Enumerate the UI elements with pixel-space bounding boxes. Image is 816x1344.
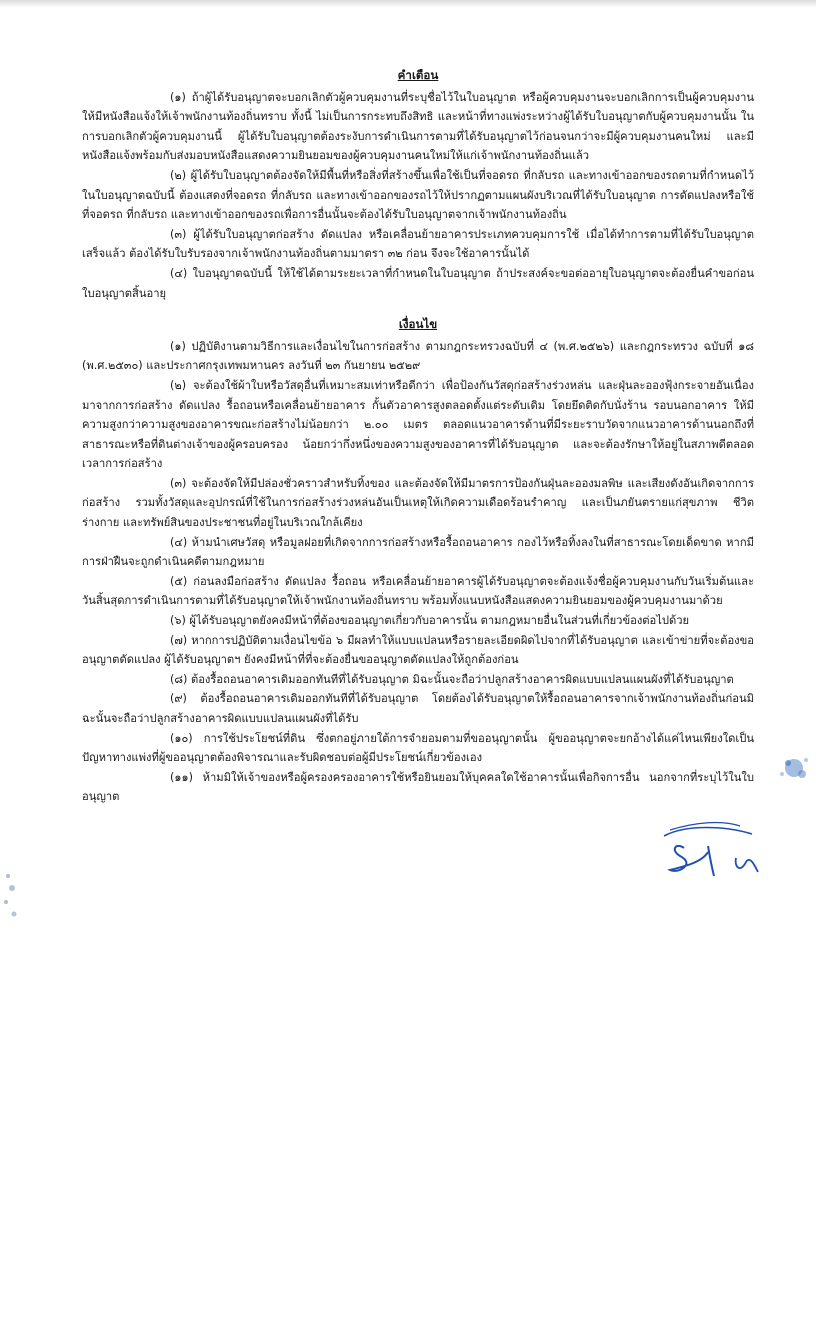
condition-item: (๖) ผู้ได้รับอนุญาตยังคงมีหน้าที่ต้องขออนุญาตเกี่ยวกับอาคารนั้น ตามกฎหมายอื่นในส่วนที่เกี่ยวข้องต่อไปด้วย [170,614,690,628]
condition-item: (๑๑) ห้ามมิให้เจ้าของหรือผู้ครองครองอาคารใช้หรือยินยอมให้บุคคลใดใช้อาคารนั้นเพื่อกิจการอื่น นอกจากที่ระบุไว้ในใบอนุญาต [82,770,754,804]
condition-item: (๑๐) การใช้ประโยชน์ที่ดิน ซึ่งตกอยู่ภายใต้การจำยอมตามที่ขออนุญาตนั้น ผู้ขออนุญาตจะยกอ้างได้แค่ไหนเพียงใดเป็นปัญหาทางแพ่งที่ผู้ขออนุญาตต้องพิจารณาและรับผิดชอบต่อผู้มีประโยชน์เกี่ยวข้องเอง [82,731,755,765]
conditions-heading: เงื่อนไข [398,317,438,332]
condition-item: (๒) จะต้องใช้ผ้าใบหรือวัสดุอื่นที่เหมาะสมเท่าหรือดีกว่า เพื่อป้องกันวัสดุก่อสร้างร่วงหล่น และฝุ่นละอองฟุ้งกระจายอันเนื่องมาจากการก่อสร้าง ดัดแปลง รื้อถอนหรือเคลื่อนย้ายอาคาร กั้นตัวอาคารสูงตลอดตั้งแต่ระดับเดิม โดยยึดติดกับนั่งร้าน รอบนอกอาคาร ให้มีความสูงกว่าความสูงของอาคารขณะก่อสร้างไม่น้อยกว่า ๒.๐๐ เมตร ตลอดแนวอาคารด้านที่มีระยะราบวัดจากแนวอาคารด้านนอกถึงที่สาธารณะหรือที่ดินต่างเจ้าของผู้ครอบครอง น้อยกว่ากึ่งหนึ่งของความสูงของอาคารที่ได้รับอนุญาต และจะต้องรักษาให้อยู่ในสภาพดีตลอดเวลาการก่อสร้าง [82,378,754,471]
condition-item: (๕) ก่อนลงมือก่อสร้าง ดัดแปลง รื้อถอน หรือเคลื่อนย้ายอาคารผู้ได้รับอนุญาตจะต้องแจ้งชื่อผู้ควบคุมงานกับวันเริ่มต้นและวันสิ้นสุดการดำเนินการตามที่ได้รับอนุญาตให้เจ้าพนักงานท้องถิ่นทราบ พร้อมทั้งแนบหนังสือแสดงความยินยอมของผู้ควบคุมงานมาด้วย [82,574,754,608]
condition-item: (๓) จะต้องจัดให้มีปล่องชั่วคราวสำหรับทิ้งของ และต้องจัดให้มีมาตรการป้องกันฝุ่นละอองมลพิษ และเสียงดังอันเกิดจากการก่อสร้าง รวมทั้งวัสดุและอุปกรณ์ที่ใช้ในการก่อสร้างร่วงหล่นอันเป็นเหตุให้เกิดความเดือดร้อนรำคาญ และเป็นภยันตรายแก่สุขภาพ ชีวิต ร่างกาย และทรัพย์สินของประชาชนที่อยู่ในบริเวณใกล้เคียง [82,476,754,530]
warning-item: (๒) ผู้ได้รับใบอนุญาตต้องจัดให้มีพื้นที่หรือสิ่งที่สร้างขึ้นเพื่อใช้เป็นที่จอดรถ ที่กลับรถ และทางเข้าออกของรถตามที่กำหนดไว้ในใบอนุญาตฉบับนี้ ต้องแสดงที่จอดรถ ที่กลับรถ และทางเข้าออกของรถไว้ให้ปรากฏตามแผนผังบริเวณที่ได้รับใบอนุญาต การดัดแปลงหรือใช้ที่จอดรถ ที่กลับรถ และทางเข้าออกของรถเพื่อการอื่นนั้นจะต้องได้รับใบอนุญาตจากเจ้าพนักงานท้องถิ่น [82,168,754,222]
conditions-list [82,337,754,807]
scan-ink-stain [770,748,816,792]
condition-item: (๙) ต้องรื้อถอนอาคารเดิมออกทันทีที่ได้รับอนุญาต โดยต้องได้รับอนุญาตให้รื้อถอนอาคารจากเจ้าพนักงานท้องถิ่นก่อนมิฉะนั้นจะถือว่าปลูกสร้างอาคารผิดแบบแปลนแผนผังที่ได้รับ [82,692,755,725]
condition-item: (๗) หากการปฏิบัติตามเงื่อนไขข้อ ๖ มีผลทำให้แบบแปลนหรือรายละเอียดผิดไปจากที่ได้รับอนุญาต และเข้าข่ายที่จะต้องขออนุญาตดัดแปลง ผู้ได้รับอนุญาตฯ ยังคงมีหน้าที่ที่จะต้องยื่นขออนุญาตดัดแปลงให้ถูกต้องก่อน [82,633,754,667]
condition-item: (๑) ปฏิบัติงานตามวิธีการและเงื่อนไขในการก่อสร้าง ตามกฎกระทรวงฉบับที่ ๔ (พ.ศ.๒๕๒๖) และกฎกระทรวง ฉบับที่ ๑๘ (พ.ศ.๒๕๓๐) และประกาศกรุงเทพมหานคร ลงวันที่ ๒๓ กันยายน ๒๕๒๙ [82,339,754,373]
condition-item: (๘) ต้องรื้อถอนอาคารเดิมออกทันทีที่ได้รับอนุญาต มิฉะนั้นจะถือว่าปลูกสร้างอาคารผิดแบบแปลนแผนผังที่ได้รับอนุญาต [170,672,734,686]
warning-item: (๔) ใบอนุญาตฉบับนี้ ให้ใช้ได้ตามระยะเวลาที่กำหนดในใบอนุญาต ถ้าประสงค์จะขอต่ออายุใบอนุญาตจะต้องยื่นคำขอก่อนใบอนุญาตสิ้นอายุ [82,266,754,300]
scan-top-edge [0,0,816,8]
warning-list [82,88,754,304]
document-body [82,66,754,807]
warning-heading: คำเตือน [397,68,439,82]
scan-edge-marks [0,866,24,924]
warning-item: (๓) ผู้ได้รับใบอนุญาตก่อสร้าง ดัดแปลง หรือเคลื่อนย้ายอาคารประเภทควบคุมการใช้ เมื่อได้ทำการตามที่ได้รับใบอนุญาตเสร็จแล้ว ต้องได้รับใบรับรองจากเจ้าพนักงานท้องถิ่นตามมาตรา ๓๒ ก่อน จึงจะใช้อาคารนั้นได้ [82,227,754,261]
handwritten-signature [656,818,776,888]
warning-item: (๑) ถ้าผู้ได้รับอนุญาตจะบอกเลิกตัวผู้ควบคุมงานที่ระบุชื่อไว้ในใบอนุญาต หรือผู้ควบคุมงานจะบอกเลิกการเป็นผู้ควบคุมงาน ให้มีหนังสือแจ้งให้เจ้าพนักงานท้องถิ่นทราบ ทั้งนี้ ไม่เป็นการกระทบถึงสิทธิ และหน้าที่ทางแพ่งระหว่างผู้ได้รับใบอนุญาตกับผู้ควบคุมงานนั้น ในการบอกเลิกตัวผู้ควบคุมงานนี้ ผู้ได้รับใบอนุญาตต้องระงับการดำเนินการตามที่ได้รับอนุญาตไว้ก่อนจนกว่าจะมีผู้ควบคุมงานคนใหม่ และมีหนังสือแจ้งพร้อมกับส่งมอบหนังสือแสดงความยินยอมของผู้ควบคุมงานคนใหม่ให้แก่เจ้าพนักงานท้องถิ่นแล้ว [82,90,755,163]
condition-item: (๔) ห้ามนำเศษวัสดุ หรือมูลฝอยที่เกิดจากการก่อสร้างหรือรื้อถอนอาคาร กองไว้หรือทิ้งลงในที่สาธารณะโดยเด็ดขาด หากมีการฝ่าฝืนจะถูกดำเนินคดีตามกฎหมาย [82,535,754,569]
